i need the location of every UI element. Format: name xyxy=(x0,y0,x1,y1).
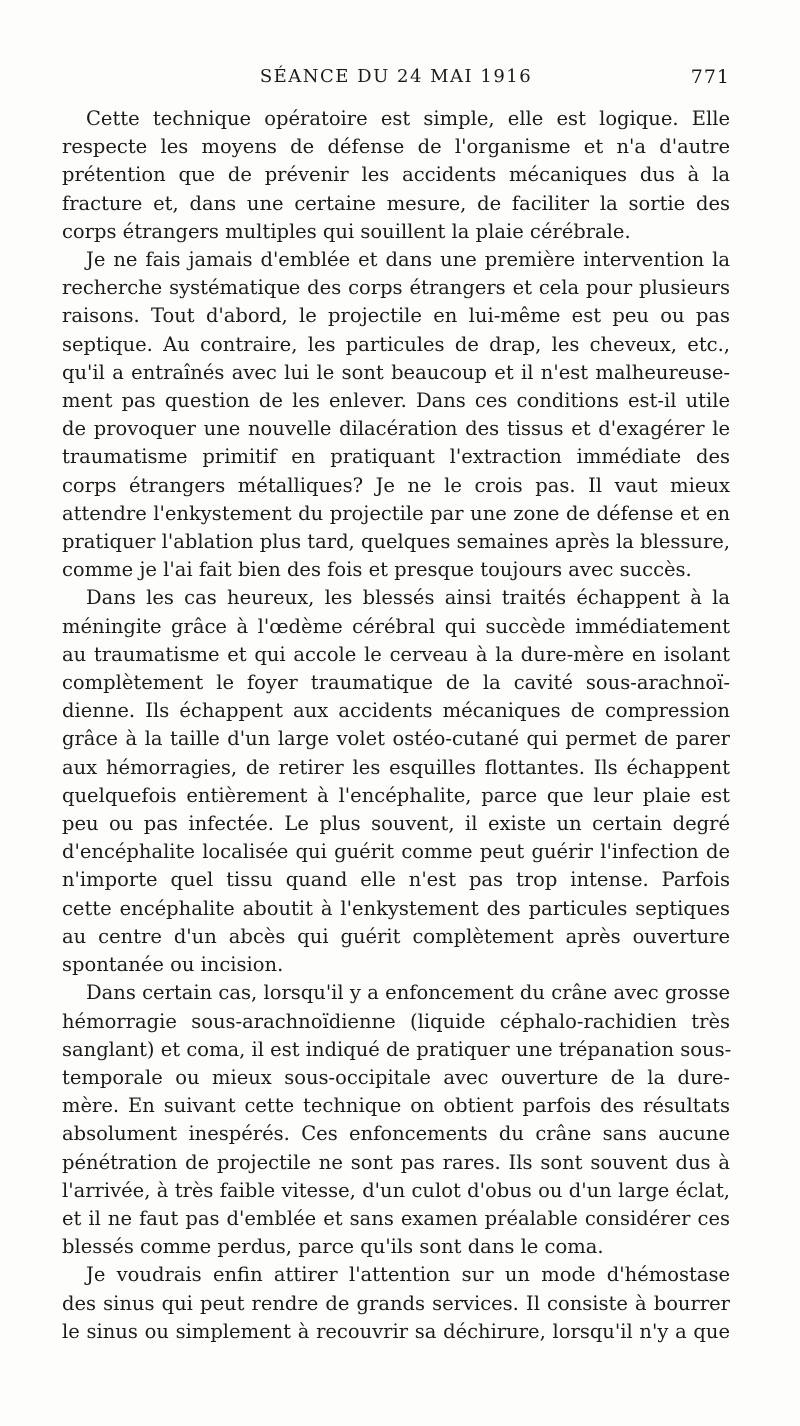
text-line xyxy=(62,782,730,810)
line-text: au traumatisme et qui accole le cerveau à la dure-mère en isolant xyxy=(62,642,730,666)
text-line xyxy=(62,1036,730,1064)
line-text: raisons. Tout d'abord, le projectile en lui-même est peu ou pas xyxy=(62,304,730,328)
line-text: n'importe quel tissu quand elle n'est pas trop intense. Parfois xyxy=(62,868,730,892)
paragraph xyxy=(62,246,730,584)
line-text: l'arrivée, à très faible vitesse, d'un culot d'obus ou d'un large éclat, xyxy=(62,1178,730,1202)
text-line xyxy=(62,133,730,161)
line-text: méningite grâce à l'œdème cérébral qui succède immédiatement xyxy=(62,614,730,638)
text-line xyxy=(62,1290,730,1318)
line-text: fracture et, dans une certaine mesure, de faciliter la sortie des xyxy=(62,191,730,215)
line-text: blessés comme perdus, parce qu'ils sont dans le coma. xyxy=(62,1235,604,1259)
line-text: cette encéphalite aboutit à l'enkystement des particules septiques xyxy=(62,896,730,920)
text-line xyxy=(62,387,730,415)
body-text xyxy=(62,105,730,1346)
page-header xyxy=(62,66,730,94)
line-text: absolument inespérés. Ces enfoncements du crâne sans aucune xyxy=(62,1122,730,1146)
text-line xyxy=(62,1205,730,1233)
text-line xyxy=(62,1261,730,1289)
line-text: peu ou pas infectée. Le plus souvent, il existe un certain degré xyxy=(62,812,730,836)
line-text: le sinus ou simplement à recouvrir sa déchirure, lorsqu'il n'y a que xyxy=(62,1319,730,1343)
line-text: attendre l'enkystement du projectile par une zone de défense et en xyxy=(62,501,730,525)
paragraph xyxy=(62,1261,730,1346)
line-text: pratiquer l'ablation plus tard, quelques semaines après la blessure, xyxy=(62,530,730,554)
line-text: aux hémorragies, de retirer les esquilles flottantes. Ils échappent xyxy=(62,755,730,779)
page-number: 771 xyxy=(690,66,730,88)
line-text: respecte les moyens de défense de l'organisme et n'a d'autre xyxy=(62,135,730,159)
text-line xyxy=(62,979,730,1007)
text-line xyxy=(62,500,730,528)
text-line xyxy=(62,669,730,697)
text-line xyxy=(62,1120,730,1148)
text-line xyxy=(62,923,730,951)
text-line xyxy=(62,359,730,387)
text-line xyxy=(62,584,730,612)
text-line xyxy=(62,895,730,923)
line-text: corps étrangers multiples qui souillent la plaie cérébrale. xyxy=(62,219,631,243)
paragraph xyxy=(62,584,730,979)
text-line xyxy=(62,556,730,584)
text-line xyxy=(62,754,730,782)
text-line xyxy=(62,161,730,189)
line-text: temporale ou mieux sous-occipitale avec ouverture de la dure- xyxy=(62,1065,730,1089)
line-text: au centre d'un abcès qui guérit complètement après ouverture xyxy=(62,924,730,948)
line-text: Cette technique opératoire est simple, elle est logique. Elle xyxy=(86,107,730,130)
line-text: qu'il a entraînés avec lui le sont beaucoup et il n'est malheureuse- xyxy=(62,360,730,384)
line-text: prétention que de prévenir les accidents mécaniques dus à la xyxy=(62,163,730,187)
line-text: de provoquer une nouvelle dilacération des tissus et d'exagérer le xyxy=(62,417,730,441)
paragraph xyxy=(62,105,730,246)
text-line xyxy=(62,641,730,669)
text-line xyxy=(62,472,730,500)
text-line xyxy=(62,274,730,302)
text-line xyxy=(62,1149,730,1177)
text-line xyxy=(62,1177,730,1205)
text-line xyxy=(62,725,730,753)
text-line xyxy=(62,331,730,359)
line-text: corps étrangers métalliques? Je ne le crois pas. Il vaut mieux xyxy=(62,473,730,497)
line-text: septique. Au contraire, les particules de drap, les cheveux, etc., xyxy=(62,332,730,356)
line-text: recherche systématique des corps étrangers et cela pour plusieurs xyxy=(62,276,730,300)
text-line xyxy=(62,866,730,894)
line-text: des sinus qui peut rendre de grands services. Il consiste à bourrer xyxy=(62,1291,730,1315)
line-text: d'encéphalite localisée qui guérit comme peut guérir l'infection de xyxy=(62,840,730,864)
line-text: sanglant) et coma, il est indiqué de pratiquer une trépanation sous- xyxy=(62,1037,732,1061)
text-line xyxy=(62,302,730,330)
text-line xyxy=(62,415,730,443)
text-line xyxy=(62,246,730,274)
text-line xyxy=(62,105,730,133)
line-text: traumatisme primitif en pratiquant l'extraction immédiate des xyxy=(62,445,730,469)
text-line xyxy=(62,443,730,471)
line-text: grâce à la taille d'un large volet ostéo-cutané qui permet de parer xyxy=(62,727,730,751)
text-line xyxy=(62,218,730,246)
line-text: hémorragie sous-arachnoïdienne (liquide céphalo-rachidien très xyxy=(62,1009,730,1033)
line-text: Dans certain cas, lorsqu'il y a enfoncement du crâne avec grosse xyxy=(86,981,730,1005)
text-line xyxy=(62,613,730,641)
paragraph xyxy=(62,979,730,1261)
text-line xyxy=(62,528,730,556)
text-line xyxy=(62,1318,730,1346)
line-text: comme je l'ai fait bien des fois et presque toujours avec succès. xyxy=(62,558,692,582)
text-line xyxy=(62,1064,730,1092)
line-text: mère. En suivant cette technique on obtient parfois des résultats xyxy=(62,1094,730,1118)
running-title: SÉANCE DU 24 MAI 1916 xyxy=(259,66,533,87)
text-line xyxy=(62,838,730,866)
line-text: dienne. Ils échappent aux accidents mécaniques de compression xyxy=(62,699,730,723)
line-text: pénétration de projectile ne sont pas rares. Ils sont souvent dus à xyxy=(62,1150,730,1174)
line-text: et il ne faut pas d'emblée et sans examen préalable considérer ces xyxy=(62,1206,730,1230)
line-text: spontanée ou incision. xyxy=(62,953,284,977)
text-line xyxy=(62,1233,730,1261)
line-text: Je voudrais enfin attirer l'attention sur un mode d'hémostase xyxy=(86,1263,730,1287)
line-text: ment pas question de les enlever. Dans ces conditions est-il utile xyxy=(62,389,730,413)
text-line xyxy=(62,697,730,725)
text-line xyxy=(62,1092,730,1120)
line-text: quelquefois entièrement à l'encéphalite, parce que leur plaie est xyxy=(62,783,730,807)
line-text: Je ne fais jamais d'emblée et dans une première intervention la xyxy=(86,248,730,272)
text-line xyxy=(62,1008,730,1036)
text-line xyxy=(62,951,730,979)
text-line xyxy=(62,190,730,218)
line-text: Dans les cas heureux, les blessés ainsi traités échappent à la xyxy=(86,586,730,610)
text-line xyxy=(62,810,730,838)
line-text: complètement le foyer traumatique de la cavité sous-arachnoï- xyxy=(62,671,730,695)
